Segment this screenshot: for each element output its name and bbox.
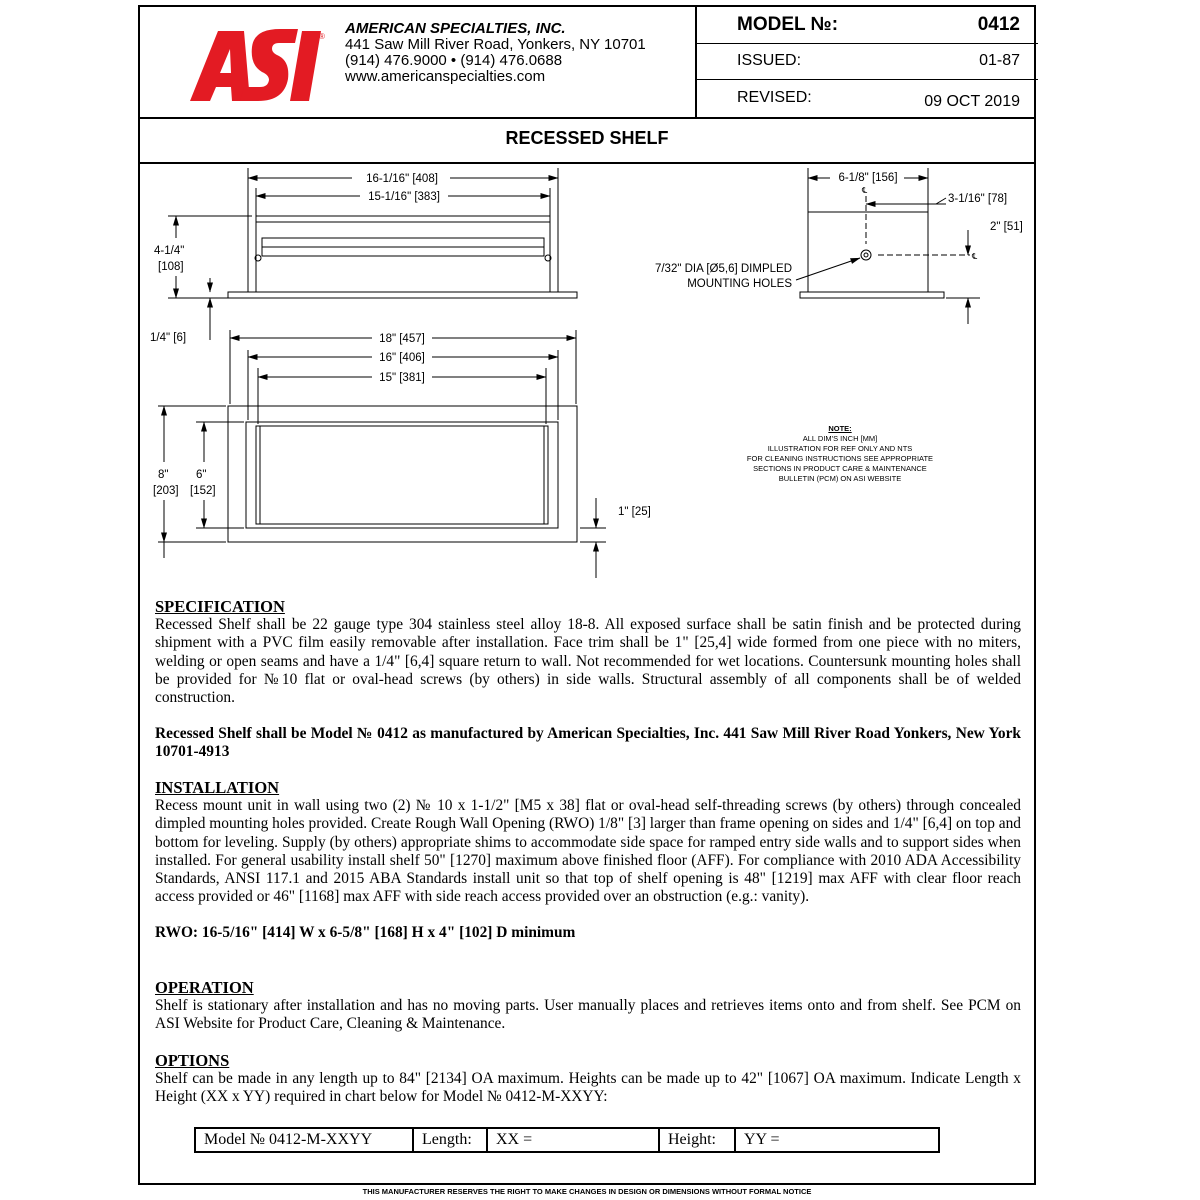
note-line: SECTIONS IN PRODUCT CARE & MAINTENANCE bbox=[753, 464, 927, 473]
dim-front-mid: 16" [406] bbox=[379, 352, 425, 364]
dim-depth-a: 4-1/4" bbox=[154, 245, 185, 257]
dim-height-inner-b: [152] bbox=[190, 485, 216, 497]
dim-height-inner-a: 6" bbox=[196, 469, 207, 481]
table-cell-model: Model № 0412-M-XXYY bbox=[195, 1128, 413, 1152]
page-title: RECESSED SHELF bbox=[505, 128, 669, 148]
top-view-flange bbox=[228, 292, 577, 298]
company-address: 441 Saw Mill River Road, Yonkers, NY 10701 bbox=[345, 36, 646, 53]
rwo-line: RWO: 16-5/16" [414] W x 6-5/8" [168] H x 4" [102] D minimum bbox=[155, 924, 576, 942]
dim-top-outer: 16-1/16" [408] bbox=[366, 173, 438, 185]
hole-label-2: MOUNTING HOLES bbox=[687, 278, 792, 290]
table-row bbox=[195, 1128, 939, 1152]
company-website[interactable]: www.americanspecialties.com bbox=[345, 68, 546, 85]
table-cell-length-label: Length: bbox=[413, 1128, 487, 1152]
specification-text: Recessed Shelf shall be 22 gauge type 304 stainless steel alloy 18-8. All exposed surface shall be satin finish and be protected during shipment with a PVC film easily removable after installation. Face trim shall be 1" [25,4] wide formed from one piece with no miters, welding or open seams and have a 1/4" [6,4] square return to wall. Not recommended for wet locations. Countersunk mounting holes shall be provided for №10 flat or oval-head screws (by others) in side walls. Structural assembly of all components shall be of welded construction. bbox=[155, 616, 1021, 707]
issued-value: 01-87 bbox=[979, 52, 1020, 69]
note-line: FOR CLEANING INSTRUCTIONS SEE APPROPRIATE bbox=[746, 454, 934, 463]
specification-model-statement: Recessed Shelf shall be Model № 0412 as manufactured by American Specialties, Inc. 441 Saw Mill River Road Yonkers, New York 10701-4913 bbox=[155, 725, 1021, 761]
specification-section bbox=[155, 598, 1021, 762]
dim-front-inner: 15" [381] bbox=[379, 372, 425, 384]
note-line: ILLUSTRATION FOR REF ONLY AND NTS bbox=[767, 444, 913, 453]
table-cell-length-value[interactable]: XX = bbox=[487, 1128, 659, 1152]
mounting-hole-icon bbox=[861, 250, 871, 260]
model-label: MODEL №: bbox=[737, 14, 839, 35]
operation-section bbox=[155, 979, 1021, 1034]
dim-trim: 1" [25] bbox=[618, 506, 651, 518]
model-value: 0412 bbox=[977, 14, 1020, 35]
note-line: ALL DIM'S INCH [MM] bbox=[802, 434, 878, 443]
dim-side-width: 6-1/8" [156] bbox=[838, 172, 898, 184]
options-section bbox=[155, 1052, 1021, 1107]
top-view-body bbox=[256, 216, 550, 292]
revised-label: REVISED: bbox=[737, 89, 812, 106]
operation-heading: OPERATION bbox=[155, 978, 254, 997]
options-table bbox=[194, 1127, 940, 1153]
dim-height-outer-b: [203] bbox=[153, 485, 179, 497]
installation-heading: INSTALLATION bbox=[155, 778, 280, 797]
installation-section bbox=[155, 779, 1021, 943]
operation-text: Shelf is stationary after installation and has no moving parts. User manually places and retrieves items onto and from shelf. See PCM on ASI Website for Product Care, Cleaning & Maintenance. bbox=[155, 997, 1021, 1033]
revised-value: 09 OCT 2019 bbox=[924, 93, 1020, 110]
options-text: Shelf can be made in any length up to 84" [2134] OA maximum. Heights can be made up to 42" [1067] OA maximum. Indicate Length x Height (XX x YY) required in chart below for Model № 0412-M-XXYY: bbox=[155, 1070, 1021, 1106]
dim-front-outer: 18" [457] bbox=[379, 333, 425, 345]
issued-label: ISSUED: bbox=[737, 52, 802, 69]
company-phone: (914) 476.9000 • (914) 476.0688 bbox=[345, 52, 563, 69]
hole-label-1: 7/32" DIA [Ø5,6] DIMPLED bbox=[654, 263, 792, 275]
note-heading: NOTE: bbox=[828, 424, 852, 433]
note-line: BULLETIN (PCM) ON ASI WEBSITE bbox=[778, 474, 902, 483]
side-view-body bbox=[808, 212, 928, 292]
dim-side-center: 3-1/16" [78] bbox=[948, 193, 1008, 205]
note-block bbox=[730, 424, 950, 484]
installation-text: Recess mount unit in wall using two (2) № 10 x 1-1/2" [M5 x 38] flat or oval-head self-threading screws (by others) through concealed dimpled mounting holes provided. Create Rough Wall Opening (RWO) 1/8" [3] larger than frame opening on sides and 1/4" [6,4] on top and bottom for leveling. Supply (by others) appropriate shims to accommodate side space for ramped entry side walls and to support sides when installed. For general usability install shelf 50" [1270] maximum above finished floor (AFF). For compliance with 2010 ADA Accessibility Standards, ANSI 117.1 and 2015 ABA Standards install unit so that top of shelf opening is 48" [1219] max AFF with clear floor reach access provided or 46" [1168] max AFF with side reach access provided over an obstruction (e.g.: vanity). bbox=[155, 797, 1021, 906]
dim-depth-b: [108] bbox=[158, 261, 184, 273]
dim-flange: 1/4" [6] bbox=[150, 332, 187, 344]
footer-disclaimer: THIS MANUFACTURER RESERVES THE RIGHT TO MAKE CHANGES IN DESIGN OR DIMENSIONS WITHOUT FORMAL NOTICE bbox=[362, 1187, 812, 1196]
company-name: AMERICAN SPECIALTIES, INC. bbox=[345, 20, 566, 37]
registered-mark: ® bbox=[319, 32, 325, 41]
dim-top-inner: 15-1/16" [383] bbox=[368, 191, 440, 203]
dim-hole-height: 2" [51] bbox=[990, 221, 1023, 233]
dim-height-outer-a: 8" bbox=[158, 469, 169, 481]
centerline-mark: ℄ bbox=[862, 186, 868, 195]
centerline-mark-2: ℄ bbox=[972, 252, 978, 261]
table-cell-height-value[interactable]: YY = bbox=[735, 1128, 939, 1152]
table-cell-height-label: Height: bbox=[659, 1128, 735, 1152]
options-heading: OPTIONS bbox=[155, 1051, 230, 1070]
specification-heading: SPECIFICATION bbox=[155, 597, 285, 616]
